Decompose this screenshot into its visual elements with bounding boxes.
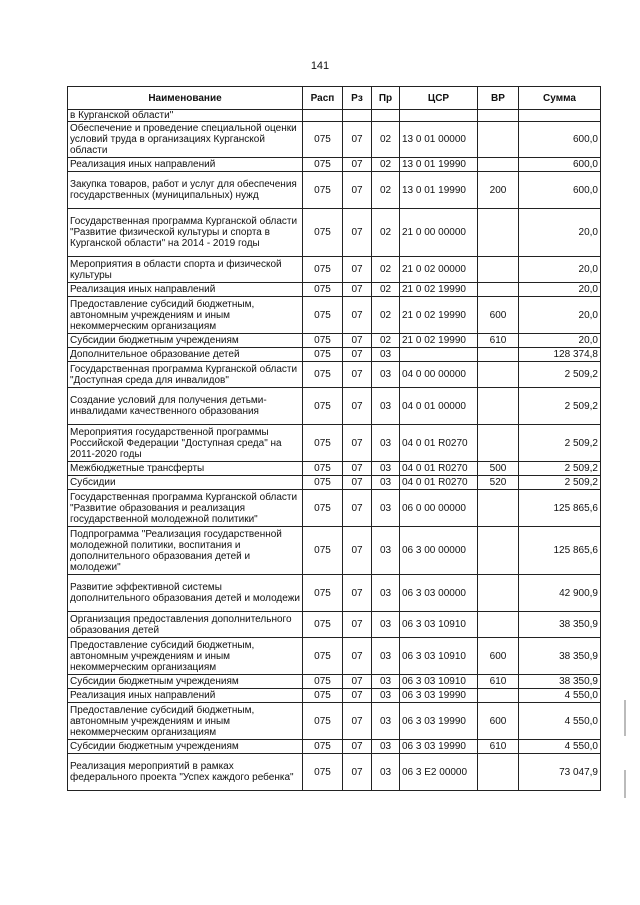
cell-name: Предоставление субсидий бюджетным, автономным учреждениям и иным некоммерческим организациям xyxy=(68,297,303,334)
cell-vr xyxy=(478,754,519,791)
cell-pr xyxy=(372,110,400,122)
cell-csr: 13 0 01 00000 xyxy=(400,122,478,158)
cell-name: Государственная программа Курганской области "Развитие физической культуры и спорта в Курганской области" на 2014 - 2019 годы xyxy=(68,209,303,257)
cell-name: Закупка товаров, работ и услуг для обеспечения государственных (муниципальных) нужд xyxy=(68,172,303,209)
cell-sum: 600,0 xyxy=(519,122,601,158)
cell-csr: 21 0 02 19990 xyxy=(400,283,478,297)
cell-rz: 07 xyxy=(343,740,372,754)
cell-sum: 38 350,9 xyxy=(519,612,601,638)
cell-name: Реализация иных направлений xyxy=(68,689,303,703)
cell-pr: 03 xyxy=(372,754,400,791)
table-row xyxy=(68,425,601,462)
table-row xyxy=(68,388,601,425)
cell-sum: 4 550,0 xyxy=(519,740,601,754)
cell-csr: 06 3 E2 00000 xyxy=(400,754,478,791)
cell-vr: 610 xyxy=(478,675,519,689)
cell-rasp: 075 xyxy=(303,527,343,575)
cell-vr xyxy=(478,388,519,425)
cell-rasp: 075 xyxy=(303,689,343,703)
cell-sum: 73 047,9 xyxy=(519,754,601,791)
cell-pr: 02 xyxy=(372,122,400,158)
cell-sum: 38 350,9 xyxy=(519,638,601,675)
cell-vr xyxy=(478,689,519,703)
cell-vr xyxy=(478,362,519,388)
cell-sum: 2 509,2 xyxy=(519,425,601,462)
cell-sum: 2 509,2 xyxy=(519,462,601,476)
cell-pr: 03 xyxy=(372,740,400,754)
cell-name: Дополнительное образование детей xyxy=(68,348,303,362)
cell-rz: 07 xyxy=(343,158,372,172)
cell-name: Реализация иных направлений xyxy=(68,158,303,172)
cell-rz: 07 xyxy=(343,257,372,283)
cell-rz: 07 xyxy=(343,476,372,490)
cell-vr xyxy=(478,527,519,575)
cell-sum: 20,0 xyxy=(519,297,601,334)
cell-name: Предоставление субсидий бюджетным, автономным учреждениям и иным некоммерческим организациям xyxy=(68,638,303,675)
cell-rz: 07 xyxy=(343,425,372,462)
cell-rasp: 075 xyxy=(303,425,343,462)
cell-csr: 06 3 03 19990 xyxy=(400,689,478,703)
cell-sum: 2 509,2 xyxy=(519,362,601,388)
cell-rasp: 075 xyxy=(303,334,343,348)
cell-name: Реализация мероприятий в рамках федерального проекта "Успех каждого ребенка" xyxy=(68,754,303,791)
table-row xyxy=(68,638,601,675)
header-vr: ВР xyxy=(478,87,519,110)
cell-csr: 04 0 01 00000 xyxy=(400,388,478,425)
table-row xyxy=(68,740,601,754)
table-row xyxy=(68,462,601,476)
cell-sum xyxy=(519,110,601,122)
cell-rasp: 075 xyxy=(303,348,343,362)
cell-pr: 02 xyxy=(372,257,400,283)
cell-vr xyxy=(478,575,519,612)
cell-csr: 21 0 02 19990 xyxy=(400,297,478,334)
cell-rasp: 075 xyxy=(303,158,343,172)
cell-pr: 02 xyxy=(372,158,400,172)
table-row xyxy=(68,754,601,791)
cell-sum: 20,0 xyxy=(519,257,601,283)
cell-vr: 200 xyxy=(478,172,519,209)
header-name: Наименование xyxy=(68,87,303,110)
table-row xyxy=(68,703,601,740)
cell-name: Субсидии бюджетным учреждениям xyxy=(68,675,303,689)
cell-csr: 06 3 03 10910 xyxy=(400,638,478,675)
cell-pr: 03 xyxy=(372,348,400,362)
cell-name: Государственная программа Курганской области "Доступная среда для инвалидов" xyxy=(68,362,303,388)
scan-artifact xyxy=(624,770,626,798)
cell-name: Предоставление субсидий бюджетным, автономным учреждениям и иным некоммерческим организациям xyxy=(68,703,303,740)
cell-name: Организация предоставления дополнительного образования детей xyxy=(68,612,303,638)
table-row xyxy=(68,490,601,527)
cell-rasp: 075 xyxy=(303,388,343,425)
cell-csr: 06 3 03 10910 xyxy=(400,675,478,689)
cell-csr: 04 0 00 00000 xyxy=(400,362,478,388)
cell-pr: 02 xyxy=(372,172,400,209)
cell-name: Субсидии бюджетным учреждениям xyxy=(68,334,303,348)
cell-csr: 04 0 01 R0270 xyxy=(400,476,478,490)
table-row xyxy=(68,110,601,122)
cell-csr: 04 0 01 R0270 xyxy=(400,425,478,462)
table-row xyxy=(68,209,601,257)
table-row xyxy=(68,172,601,209)
cell-rasp: 075 xyxy=(303,740,343,754)
cell-sum: 20,0 xyxy=(519,209,601,257)
table-row xyxy=(68,476,601,490)
cell-rz: 07 xyxy=(343,348,372,362)
cell-pr: 03 xyxy=(372,362,400,388)
header-pr: Пр xyxy=(372,87,400,110)
table-row xyxy=(68,527,601,575)
header-sum: Сумма xyxy=(519,87,601,110)
table-row xyxy=(68,362,601,388)
cell-name: Субсидии xyxy=(68,476,303,490)
cell-rz: 07 xyxy=(343,172,372,209)
cell-csr: 13 0 01 19990 xyxy=(400,172,478,209)
cell-vr xyxy=(478,283,519,297)
cell-sum: 2 509,2 xyxy=(519,388,601,425)
cell-pr: 02 xyxy=(372,334,400,348)
cell-vr xyxy=(478,490,519,527)
cell-name: Подпрограмма "Реализация государственной молодежной политики, воспитания и дополнительного образования детей и молодежи" xyxy=(68,527,303,575)
cell-rz: 07 xyxy=(343,638,372,675)
cell-rz: 07 xyxy=(343,122,372,158)
cell-csr: 06 3 03 19990 xyxy=(400,703,478,740)
cell-sum: 128 374,8 xyxy=(519,348,601,362)
cell-rz: 07 xyxy=(343,689,372,703)
cell-name: Государственная программа Курганской области "Развитие образования и реализация государственной молодежной политики" xyxy=(68,490,303,527)
cell-sum: 125 865,6 xyxy=(519,527,601,575)
cell-sum: 42 900,9 xyxy=(519,575,601,612)
cell-rz: 07 xyxy=(343,388,372,425)
cell-vr xyxy=(478,425,519,462)
table-body xyxy=(68,110,601,791)
cell-sum: 600,0 xyxy=(519,158,601,172)
cell-sum: 20,0 xyxy=(519,283,601,297)
cell-sum: 4 550,0 xyxy=(519,703,601,740)
header-rz: Рз xyxy=(343,87,372,110)
cell-rz: 07 xyxy=(343,362,372,388)
cell-sum: 20,0 xyxy=(519,334,601,348)
cell-name: Реализация иных направлений xyxy=(68,283,303,297)
cell-rasp: 075 xyxy=(303,703,343,740)
cell-name: в Курганской области" xyxy=(68,110,303,122)
cell-pr: 03 xyxy=(372,689,400,703)
cell-rasp: 075 xyxy=(303,257,343,283)
table-row xyxy=(68,612,601,638)
cell-csr: 04 0 01 R0270 xyxy=(400,462,478,476)
cell-rz: 07 xyxy=(343,527,372,575)
cell-rz: 07 xyxy=(343,703,372,740)
cell-vr xyxy=(478,122,519,158)
cell-csr: 06 3 00 00000 xyxy=(400,527,478,575)
cell-vr: 610 xyxy=(478,334,519,348)
cell-sum: 4 550,0 xyxy=(519,689,601,703)
cell-rz: 07 xyxy=(343,283,372,297)
cell-csr xyxy=(400,110,478,122)
cell-sum: 600,0 xyxy=(519,172,601,209)
cell-rasp xyxy=(303,110,343,122)
budget-table xyxy=(67,86,601,791)
cell-vr xyxy=(478,110,519,122)
header-rasp: Расп xyxy=(303,87,343,110)
cell-name: Межбюджетные трансферты xyxy=(68,462,303,476)
cell-csr: 13 0 01 19990 xyxy=(400,158,478,172)
cell-pr: 03 xyxy=(372,638,400,675)
cell-rasp: 075 xyxy=(303,490,343,527)
cell-pr: 03 xyxy=(372,476,400,490)
cell-pr: 03 xyxy=(372,675,400,689)
cell-rasp: 075 xyxy=(303,122,343,158)
cell-name: Обеспечение и проведение специальной оценки условий труда в организациях Курганской области xyxy=(68,122,303,158)
cell-rz: 07 xyxy=(343,490,372,527)
cell-rasp: 075 xyxy=(303,362,343,388)
table-row xyxy=(68,122,601,158)
cell-rasp: 075 xyxy=(303,638,343,675)
cell-csr: 06 3 03 10910 xyxy=(400,612,478,638)
cell-rasp: 075 xyxy=(303,754,343,791)
table-row xyxy=(68,675,601,689)
cell-name: Мероприятия в области спорта и физической культуры xyxy=(68,257,303,283)
cell-pr: 03 xyxy=(372,425,400,462)
cell-vr: 520 xyxy=(478,476,519,490)
table-header-row xyxy=(68,87,601,110)
cell-rasp: 075 xyxy=(303,612,343,638)
cell-vr xyxy=(478,257,519,283)
cell-vr xyxy=(478,348,519,362)
page-number: 141 xyxy=(310,60,330,72)
table-row xyxy=(68,158,601,172)
cell-csr: 06 3 03 00000 xyxy=(400,575,478,612)
cell-csr: 06 0 00 00000 xyxy=(400,490,478,527)
header-csr: ЦСР xyxy=(400,87,478,110)
cell-rasp: 075 xyxy=(303,476,343,490)
cell-vr xyxy=(478,612,519,638)
cell-rz: 07 xyxy=(343,297,372,334)
cell-rz: 07 xyxy=(343,209,372,257)
cell-pr: 03 xyxy=(372,527,400,575)
table-row xyxy=(68,334,601,348)
cell-pr: 03 xyxy=(372,612,400,638)
cell-name: Развитие эффективной системы дополнительного образования детей и молодежи xyxy=(68,575,303,612)
cell-rasp: 075 xyxy=(303,172,343,209)
cell-pr: 03 xyxy=(372,388,400,425)
cell-rz: 07 xyxy=(343,462,372,476)
cell-pr: 02 xyxy=(372,209,400,257)
cell-vr: 610 xyxy=(478,740,519,754)
cell-vr: 500 xyxy=(478,462,519,476)
cell-vr: 600 xyxy=(478,638,519,675)
table-row xyxy=(68,283,601,297)
table-row xyxy=(68,297,601,334)
cell-sum: 125 865,6 xyxy=(519,490,601,527)
cell-sum: 2 509,2 xyxy=(519,476,601,490)
scan-artifact xyxy=(624,700,626,736)
cell-vr: 600 xyxy=(478,297,519,334)
cell-pr: 03 xyxy=(372,462,400,476)
cell-pr: 02 xyxy=(372,283,400,297)
cell-rz: 07 xyxy=(343,754,372,791)
table-row xyxy=(68,689,601,703)
cell-pr: 02 xyxy=(372,297,400,334)
cell-rasp: 075 xyxy=(303,283,343,297)
cell-name: Создание условий для получения детьми-инвалидами качественного образования xyxy=(68,388,303,425)
cell-rz: 07 xyxy=(343,612,372,638)
cell-vr: 600 xyxy=(478,703,519,740)
cell-rasp: 075 xyxy=(303,575,343,612)
cell-name: Мероприятия государственной программы Российской Федерации "Доступная среда" на 2011-2020 годы xyxy=(68,425,303,462)
cell-csr: 06 3 03 19990 xyxy=(400,740,478,754)
cell-rasp: 075 xyxy=(303,209,343,257)
cell-csr xyxy=(400,348,478,362)
table-row xyxy=(68,257,601,283)
cell-rz: 07 xyxy=(343,675,372,689)
cell-rz: 07 xyxy=(343,334,372,348)
cell-rz xyxy=(343,110,372,122)
cell-csr: 21 0 00 00000 xyxy=(400,209,478,257)
cell-rasp: 075 xyxy=(303,675,343,689)
cell-pr: 03 xyxy=(372,575,400,612)
cell-rz: 07 xyxy=(343,575,372,612)
table-row xyxy=(68,348,601,362)
cell-pr: 03 xyxy=(372,703,400,740)
cell-rasp: 075 xyxy=(303,297,343,334)
table-row xyxy=(68,575,601,612)
cell-csr: 21 0 02 00000 xyxy=(400,257,478,283)
cell-sum: 38 350,9 xyxy=(519,675,601,689)
cell-vr xyxy=(478,209,519,257)
cell-pr: 03 xyxy=(372,490,400,527)
cell-vr xyxy=(478,158,519,172)
cell-rasp: 075 xyxy=(303,462,343,476)
cell-name: Субсидии бюджетным учреждениям xyxy=(68,740,303,754)
cell-csr: 21 0 02 19990 xyxy=(400,334,478,348)
